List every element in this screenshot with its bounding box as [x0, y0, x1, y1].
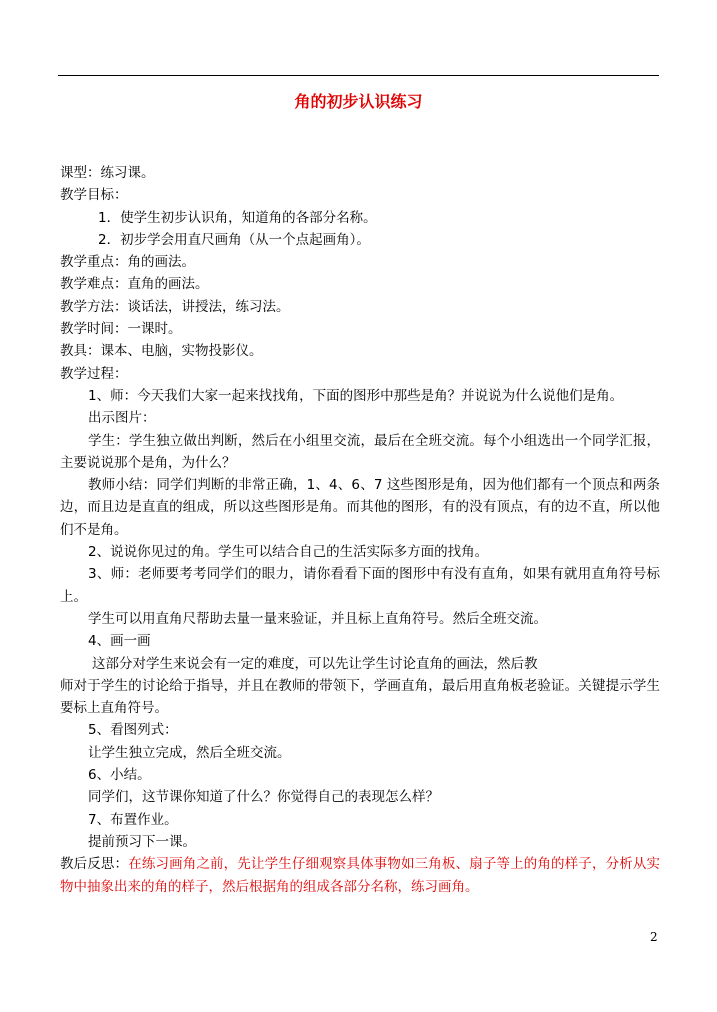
objective-2: 2．初步学会用直尺画角（从一个点起画角）。 [98, 231, 370, 248]
lesson-type: 课型：练习课。 [60, 165, 155, 181]
key-point: 教学重点：角的画法。 [60, 254, 195, 271]
teacher-summary: 教师小结：同学们判断的非常正确，1、4、6、7 这些图形是角，因为他们都有一个顶点和两条边，而且边是直直的组成，所以这些图形是角。而其他的图形，有的没有顶点，有的边不直，所以他们不是角。 [60, 477, 660, 538]
step-2: 2、说说你见过的角。学生可以结合自己的生活实际多方面的找角。 [88, 544, 489, 561]
step-7: 7、布置作业。 [88, 811, 178, 828]
step-6-detail: 同学们，这节课你知道了什么？你觉得自己的表现怎么样？ [88, 789, 439, 806]
step-4: 4、画一画 [88, 633, 151, 650]
difficulty: 教学难点：直角的画法。 [60, 276, 209, 293]
objective-1: 1．使学生初步认识角，知道角的各部分名称。 [98, 209, 377, 226]
step-6: 6、小结。 [88, 767, 151, 784]
step-4-guidance: 师对于学生的讨论给于指导，并且在教师的带领下，学画直角，最后用直角板老验证。关键提示学生要标上直角符号。 [60, 677, 660, 717]
verify-right-angle: 学生可以用直角尺帮助去量一量来验证，并且标上直角符号。然后全班交流。 [88, 610, 547, 627]
step-4-detail: 这部分对学生来说会有一定的难度，可以先让学生讨论直角的画法，然后教 [92, 655, 538, 672]
page-number: 2 [650, 930, 658, 944]
reflection [60, 853, 660, 898]
page-title: 角的初步认识练习 [294, 92, 423, 111]
methods: 教学方法：谈话法，讲授法，练习法。 [60, 298, 290, 315]
reflection-text: 在练习画角之前，先让学生仔细观察具体事物如三角板、扇子等上的角的样子，分析从实物中抽象出来的角的样子，然后根据角的组成各部分名称，练习画角。 [60, 856, 661, 895]
document-body [60, 162, 660, 898]
header-rule [58, 75, 659, 76]
reflection-label: 教后反思： [60, 856, 129, 873]
step-5: 5、看图列式： [88, 722, 178, 739]
step-1: 1、师：今天我们大家一起来找找角，下面的图形中那些是角？并说说为什么说他们是角。 [88, 387, 624, 404]
process-heading: 教学过程： [60, 365, 128, 382]
duration: 教学时间：一课时。 [60, 321, 182, 338]
student-judgement: 学生：学生独立做出判断，然后在小组里交流，最后在全班交流。每个小组选出一个同学汇报，主要说说那个是角，为什么？ [60, 432, 660, 471]
teaching-aids: 教具：课本、电脑，实物投影仪。 [60, 343, 263, 360]
step-5-detail: 让学生独立完成，然后全班交流。 [88, 744, 291, 761]
step-7-detail: 提前预习下一课。 [88, 833, 196, 850]
objectives-heading: 教学目标： [60, 187, 128, 204]
show-picture: 出示图片： [88, 410, 156, 427]
step-3: 3、师：老师要考考同学们的眼力，请你看看下面的图形中有没有直角，如果有就用直角符号标上。 [60, 566, 660, 605]
